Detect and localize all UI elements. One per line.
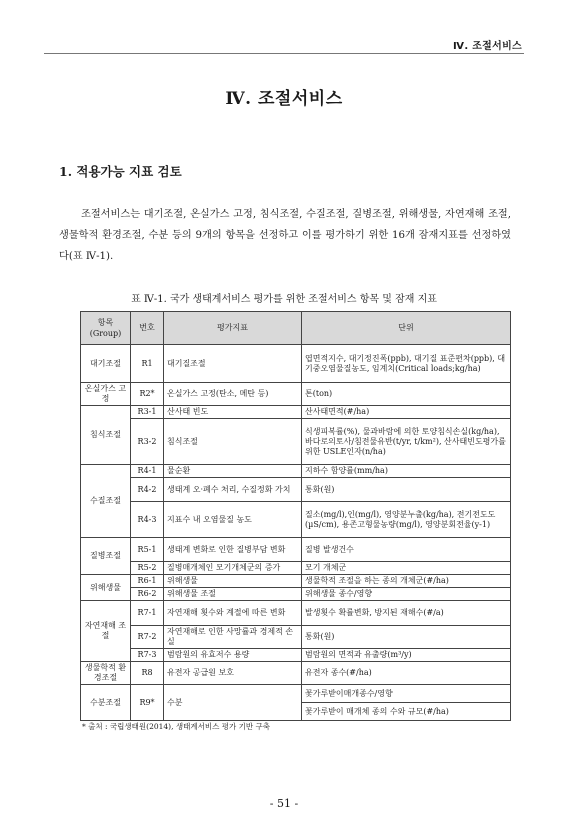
unit-cell: 발생횟수 확률변화, 방지된 재해수(#/a) xyxy=(302,601,511,626)
unit-cell: 산사태면적(#/ha) xyxy=(302,406,511,419)
table-row xyxy=(81,538,511,562)
table-row xyxy=(81,383,511,406)
unit-cell: 범람원의 면적과 유출량(m³/y) xyxy=(302,649,511,662)
indicator-cell: 산사태 빈도 xyxy=(164,406,302,419)
table-row xyxy=(81,345,511,383)
unit-cell: 질소(mg/l),인(mg/l), 영양분누출(kg/ha), 전기전도도(µS/cm), 용존고형물농량(mg/l), 영양분회전율(y-1) xyxy=(302,502,511,538)
table-row xyxy=(81,419,511,465)
table-caption: 표 Ⅳ-1. 국가 생태계서비스 평가를 위한 조절서비스 항목 및 잠재 지표 xyxy=(131,294,437,305)
group-cell: 수분조절 xyxy=(81,685,131,721)
code-cell: R4-1 xyxy=(131,465,164,478)
code-cell: R7-2 xyxy=(131,626,164,649)
unit-cell: 통화(원) xyxy=(302,478,511,502)
unit-cell: 꽃가루받이 매개체 종의 수와 규모(#/ha) xyxy=(302,703,511,721)
unit-cell: 꽃가루받이매개종수/영향 xyxy=(302,685,511,703)
page-number: - 51 - xyxy=(269,797,299,810)
running-head: Ⅳ. 조절서비스 xyxy=(453,41,522,52)
group-cell: 위해생물 xyxy=(81,575,131,601)
table-row xyxy=(81,685,511,703)
code-cell: R2* xyxy=(131,383,164,406)
indicator-cell: 질병매개체인 모기개체군의 증가 xyxy=(164,562,302,575)
indicator-cell: 대기질조절 xyxy=(164,345,302,383)
code-cell: R3-2 xyxy=(131,419,164,465)
indicator-cell: 자연재해 횟수와 계절에 따른 변화 xyxy=(164,601,302,626)
unit-cell: 엽면적지수, 대기정진폭(ppb), 대기질 표준편차(ppb), 대기중오염물질농도, 임계치(Critical loads;kg/ha) xyxy=(302,345,511,383)
header-group: 항목 (Group) xyxy=(81,312,131,345)
table-row xyxy=(81,502,511,538)
indicator-cell: 생태계 오·폐수 처리, 수질정화 가치 xyxy=(164,478,302,502)
code-cell: R6-1 xyxy=(131,575,164,588)
group-cell: 자연재해 조절 xyxy=(81,601,131,662)
table-row xyxy=(81,626,511,649)
indicator-cell: 지표수 내 오염물질 농도 xyxy=(164,502,302,538)
indicator-cell: 생태계 변화로 인한 질병부담 변화 xyxy=(164,538,302,562)
unit-cell: 모기 개체군 xyxy=(302,562,511,575)
unit-cell: 생물학적 조절을 하는 종의 개체군(#/ha) xyxy=(302,575,511,588)
regulation-services-table xyxy=(80,311,511,721)
table-row xyxy=(81,601,511,626)
table-row xyxy=(81,562,511,575)
header-indicator: 평가지표 xyxy=(164,312,302,345)
body-paragraph: 조절서비스는 대기조절, 온실가스 고정, 침식조절, 수질조절, 질병조절, 위해생물, 자연재해 조절, 생물학적 환경조절, 수분 등의 9개의 항목을 선정하고 이를 평가하기 위한 16개 잠재지표를 선정하였다(표 Ⅳ-1). xyxy=(59,209,511,262)
group-cell: 온실가스 고정 xyxy=(81,383,131,406)
unit-cell: 지하수 함양률(mm/ha) xyxy=(302,465,511,478)
code-cell: R7-1 xyxy=(131,601,164,626)
table-row xyxy=(81,649,511,662)
unit-cell: 위해생물 종수/영향 xyxy=(302,588,511,601)
table-row xyxy=(81,588,511,601)
code-cell: R9* xyxy=(131,685,164,721)
unit-cell: 유전자 종수(#/ha) xyxy=(302,662,511,685)
header-unit: 단위 xyxy=(302,312,511,345)
group-cell: 생물학적 환경조절 xyxy=(81,662,131,685)
indicator-cell: 온실가스 고정(탄소, 메탄 등) xyxy=(164,383,302,406)
code-cell: R4-3 xyxy=(131,502,164,538)
unit-cell: 질병 발생건수 xyxy=(302,538,511,562)
indicator-cell: 자연재해로 인한 사망률과 경제적 손실 xyxy=(164,626,302,649)
section-title: 1. 적용가능 지표 검토 xyxy=(59,164,182,179)
code-cell: R1 xyxy=(131,345,164,383)
code-cell: R6-2 xyxy=(131,588,164,601)
indicator-cell: 유전자 공급원 보호 xyxy=(164,662,302,685)
table-row xyxy=(81,465,511,478)
indicator-cell: 위해생물 조절 xyxy=(164,588,302,601)
code-cell: R7-3 xyxy=(131,649,164,662)
code-cell: R5-2 xyxy=(131,562,164,575)
table-header-row xyxy=(81,312,511,345)
chapter-title: Ⅳ. 조절서비스 xyxy=(225,89,343,109)
table-footnote: * 출처 : 국립생태원(2014), 생태계서비스 평가 기반 구축 xyxy=(82,722,270,731)
table-row xyxy=(81,406,511,419)
unit-cell: 통화(원) xyxy=(302,626,511,649)
code-cell: R8 xyxy=(131,662,164,685)
unit-cell: 식생피복률(%), 물과바람에 의한 토양침식손실(kg/ha), 바다로의토사/침전물유반(t/yr, t/km²), 산사태빈도평가를위한 USLE인자(n/ha) xyxy=(302,419,511,465)
code-cell: R4-2 xyxy=(131,478,164,502)
group-cell: 수질조절 xyxy=(81,465,131,538)
group-cell: 질병조절 xyxy=(81,538,131,575)
table-row xyxy=(81,478,511,502)
indicator-cell: 위해생물 xyxy=(164,575,302,588)
indicator-cell: 수분 xyxy=(164,685,302,721)
code-cell: R3-1 xyxy=(131,406,164,419)
code-cell: R5-1 xyxy=(131,538,164,562)
group-cell: 대기조절 xyxy=(81,345,131,383)
indicator-cell: 침식조절 xyxy=(164,419,302,465)
unit-cell: 톤(ton) xyxy=(302,383,511,406)
header-code: 번호 xyxy=(131,312,164,345)
indicator-cell: 물순환 xyxy=(164,465,302,478)
header-rule xyxy=(44,53,524,54)
table-row xyxy=(81,662,511,685)
group-cell: 침식조절 xyxy=(81,406,131,465)
table-row xyxy=(81,575,511,588)
indicator-cell: 범람원의 유효저수 용량 xyxy=(164,649,302,662)
